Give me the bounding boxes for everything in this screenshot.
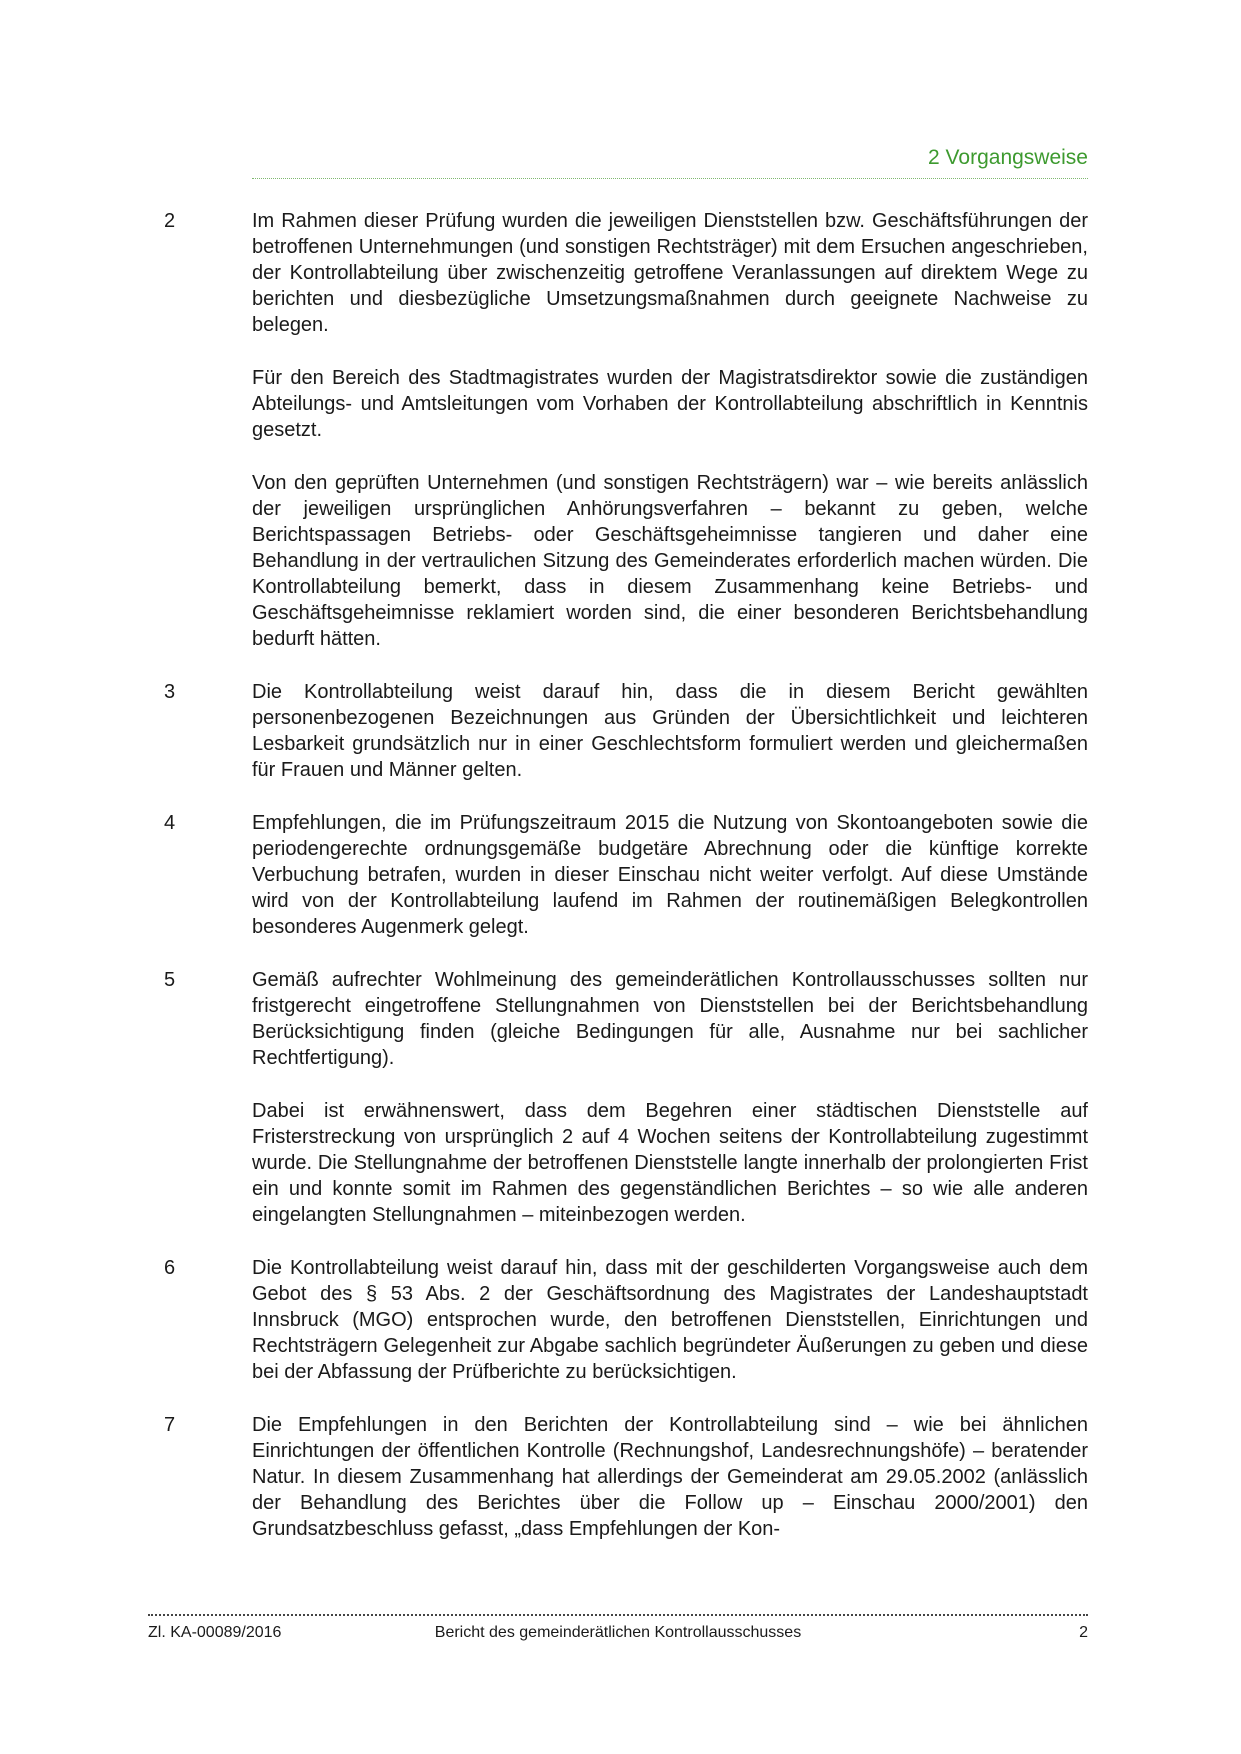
entry-number: 5 [164, 969, 176, 991]
numbered-entry [0, 967, 1241, 1228]
numbered-entry [0, 810, 1241, 940]
numbered-entry [0, 1412, 1241, 1542]
page-footer [148, 1624, 1088, 1646]
numbered-entry [0, 208, 1241, 652]
paragraph: Die Kontrollabteilung weist darauf hin, dass die in diesem Bericht gewählten personenbezogenen Bezeichnungen aus Gründen der Übersichtlichkeit und leichteren Lesbarkeit grundsätzlich nur in einer Geschlechtsform formuliert werden und gleichermaßen für Frauen und Männer gelten. [252, 681, 1088, 781]
section-header: 2 Vorgangsweise [252, 146, 1088, 179]
paragraph: Im Rahmen dieser Prüfung wurden die jeweiligen Dienststellen bzw. Geschäftsführungen der betroffenen Unternehmungen (und sonstigen Rechtsträger) mit dem Ersuchen angeschrieben, der Kontrollabteilung über zwischenzeitig getroffene Veranlassungen auf direktem Wege zu berichten und diesbezügliche Umsetzungsmaßnahmen durch geeignete Nachweise zu belegen. [252, 210, 1088, 336]
paragraph: Die Kontrollabteilung weist darauf hin, dass mit der geschilderten Vorgangsweise auch dem Gebot des § 53 Abs. 2 der Geschäftsordnung des Magistrates der Landeshauptstadt Innsbruck (MGO) entsprochen wurde, den betroffenen Dienststellen, Einrichtungen und Rechtsträgern Gelegenheit zur Abgabe sachlich begründeter Äußerungen zu geben und diese bei der Abfassung der Prüfberichte zu berücksichtigen. [252, 1257, 1088, 1383]
entry-number: 7 [164, 1414, 176, 1436]
paragraph: Für den Bereich des Stadtmagistrates wurden der Magistratsdirektor sowie die zuständigen Abteilungs- und Amtsleitungen vom Vorhaben der Kontrollabteilung abschriftlich in Kenntnis gesetzt. [252, 367, 1088, 441]
paragraph: Von den geprüften Unternehmen (und sonstigen Rechtsträgern) war – wie bereits anlässlich der jeweiligen ursprünglichen Anhörungsverfahren – bekannt zu geben, welche Berichtspassagen Betriebs- oder Geschäftsgeheimnisse tangieren und daher eine Behandlung in der vertraulichen Sitzung des Gemeinderates erforderlich machen würden. Die Kontrollabteilung bemerkt, dass in diesem Zusammenhang keine Betriebs- und Geschäftsgeheimnisse reklamiert worden sind, die einer besonderen Berichtsbehandlung bedurft hätten. [252, 472, 1088, 650]
paragraph: Die Empfehlungen in den Berichten der Kontrollabteilung sind – wie bei ähnlichen Einrichtungen der öffentlichen Kontrolle (Rechnungshof, Landesrechnungshöfe) – beratender Natur. In diesem Zusammenhang hat allerdings der Gemeinderat am 29.05.2002 (anlässlich der Behandlung des Berichtes über die Follow up – Einschau 2000/2001) den Grundsatzbeschluss gefasst, „dass Empfehlungen der Kon- [252, 1414, 1088, 1540]
entry-number: 3 [164, 681, 176, 703]
paragraph: Empfehlungen, die im Prüfungszeitraum 2015 die Nutzung von Skontoangeboten sowie die periodengerechte ordnungsgemäße budgetäre Abrechnung oder die künftige korrekte Verbuchung betrafen, wurden in dieser Einschau nicht weiter verfolgt. Auf diese Umstände wird von der Kontrollabteilung laufend im Rahmen der routinemäßigen Belegkontrollen besonderes Augenmerk gelegt. [252, 812, 1088, 938]
numbered-entry [0, 1255, 1241, 1385]
paragraph: Gemäß aufrechter Wohlmeinung des gemeinderätlichen Kontrollausschusses sollten nur fristgerecht eingetroffene Stellungnahmen von Dienststellen bei der Berichtsbehandlung Berücksichtigung finden (gleiche Bedingungen für alle, Ausnahme nur bei sachlicher Rechtfertigung). [252, 969, 1088, 1069]
footer-title: Bericht des gemeinderätlichen Kontrollausschusses [434, 1624, 802, 1641]
paragraph: Dabei ist erwähnenswert, dass dem Begehren einer städtischen Dienststelle auf Fristerstreckung von ursprünglich 2 auf 4 Wochen seitens der Kontrollabteilung zugestimmt wurde. Die Stellungnahme der betroffenen Dienststelle langte innerhalb der prolongierten Frist ein und konnte somit im Rahmen des gegenständlichen Berichtes – so wie alle anderen eingelangten Stellungnahmen – miteinbezogen werden. [252, 1100, 1088, 1226]
entry-number: 2 [164, 210, 176, 232]
footer-divider [148, 1614, 1088, 1616]
entry-number: 6 [164, 1257, 176, 1279]
document-body [0, 208, 1241, 1569]
numbered-entry [0, 679, 1241, 783]
footer-reference: Zl. KA-00089/2016 [148, 1624, 282, 1641]
page-number: 2 [1079, 1624, 1088, 1641]
entry-number: 4 [164, 812, 176, 834]
